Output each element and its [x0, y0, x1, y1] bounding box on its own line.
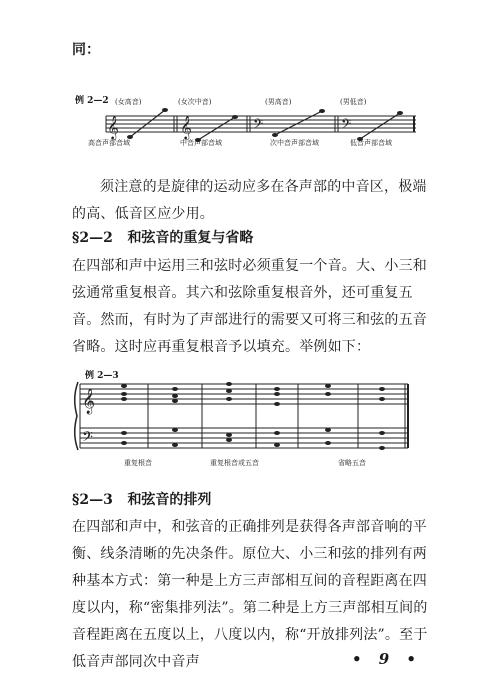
paragraph-chord-spacing: 在四部和声中，和弦音的正确排列是获得各声部音响的平衡、线条清晰的先决条件。原位大、小三和弦的排列有两种基本方式：第一种是上方三声部相互间的音程距离在四度以内，称“密集排列法”。第二种是上方三声部相互间的音程距离在五度以上，八度以内，称“开放排列法”。至于低音声部同次中音声 — [72, 519, 428, 670]
example-2-3-label: 例 2—3 — [85, 371, 119, 381]
example-2-3-caption-2: 重复根音或五音 — [210, 459, 259, 467]
svg-text:𝄢: 𝄢 — [341, 116, 352, 135]
example-2-3-caption-3: 省略五音 — [338, 459, 366, 467]
page-number: • 9 • — [351, 650, 422, 668]
section-2-3-title: 和弦音的排列 — [127, 492, 212, 508]
top-fragment: 同： — [72, 42, 100, 58]
paragraph-melody-range: 须注意的是旋律的运动应多在各声部的中音区，极端的高、低音区应少用。 — [72, 179, 427, 222]
range-tag-alto: (女次中音) — [178, 98, 212, 106]
range-tag-bass: (男低音) — [340, 98, 367, 106]
range-tag-soprano: (女高音) — [115, 98, 142, 106]
section-2-3-number: §2—3 — [72, 492, 113, 508]
range-caption-bass: 低音声部音域 — [350, 139, 392, 147]
svg-text:𝄞: 𝄞 — [82, 389, 96, 414]
svg-text:𝄢: 𝄢 — [82, 429, 93, 449]
range-caption-soprano: 高音声部音域 — [88, 139, 130, 147]
paragraph-doubling: 在四部和声中运用三和弦时必须重复一个音。大、小三和弦通常重复根音。其六和弦除重复根音外，还可重复五音。然而，有时为了声部进行的需要又可将三和弦的五音省略。这时应再重复根音予以填充。举例如下： — [72, 258, 427, 355]
svg-text:𝄢: 𝄢 — [253, 116, 264, 135]
range-tag-tenor: (男高音) — [265, 98, 292, 106]
section-2-3-heading — [72, 490, 211, 510]
svg-text:𝄞: 𝄞 — [180, 115, 192, 139]
page-number-value: 9 — [378, 650, 396, 668]
example-2-2-label: 例 2—2 — [75, 96, 109, 106]
section-2-2-heading — [72, 228, 253, 248]
range-caption-alto: 中音声部音域 — [180, 139, 222, 147]
example-2-3-caption-1: 重复根音 — [124, 459, 152, 467]
svg-text:𝄞: 𝄞 — [107, 115, 119, 139]
example-2-3-score — [72, 378, 412, 458]
section-2-2-number: §2—2 — [72, 230, 113, 246]
section-2-2-title: 和弦音的重复与省略 — [127, 230, 254, 246]
range-caption-tenor: 次中音声部音域 — [270, 139, 319, 147]
